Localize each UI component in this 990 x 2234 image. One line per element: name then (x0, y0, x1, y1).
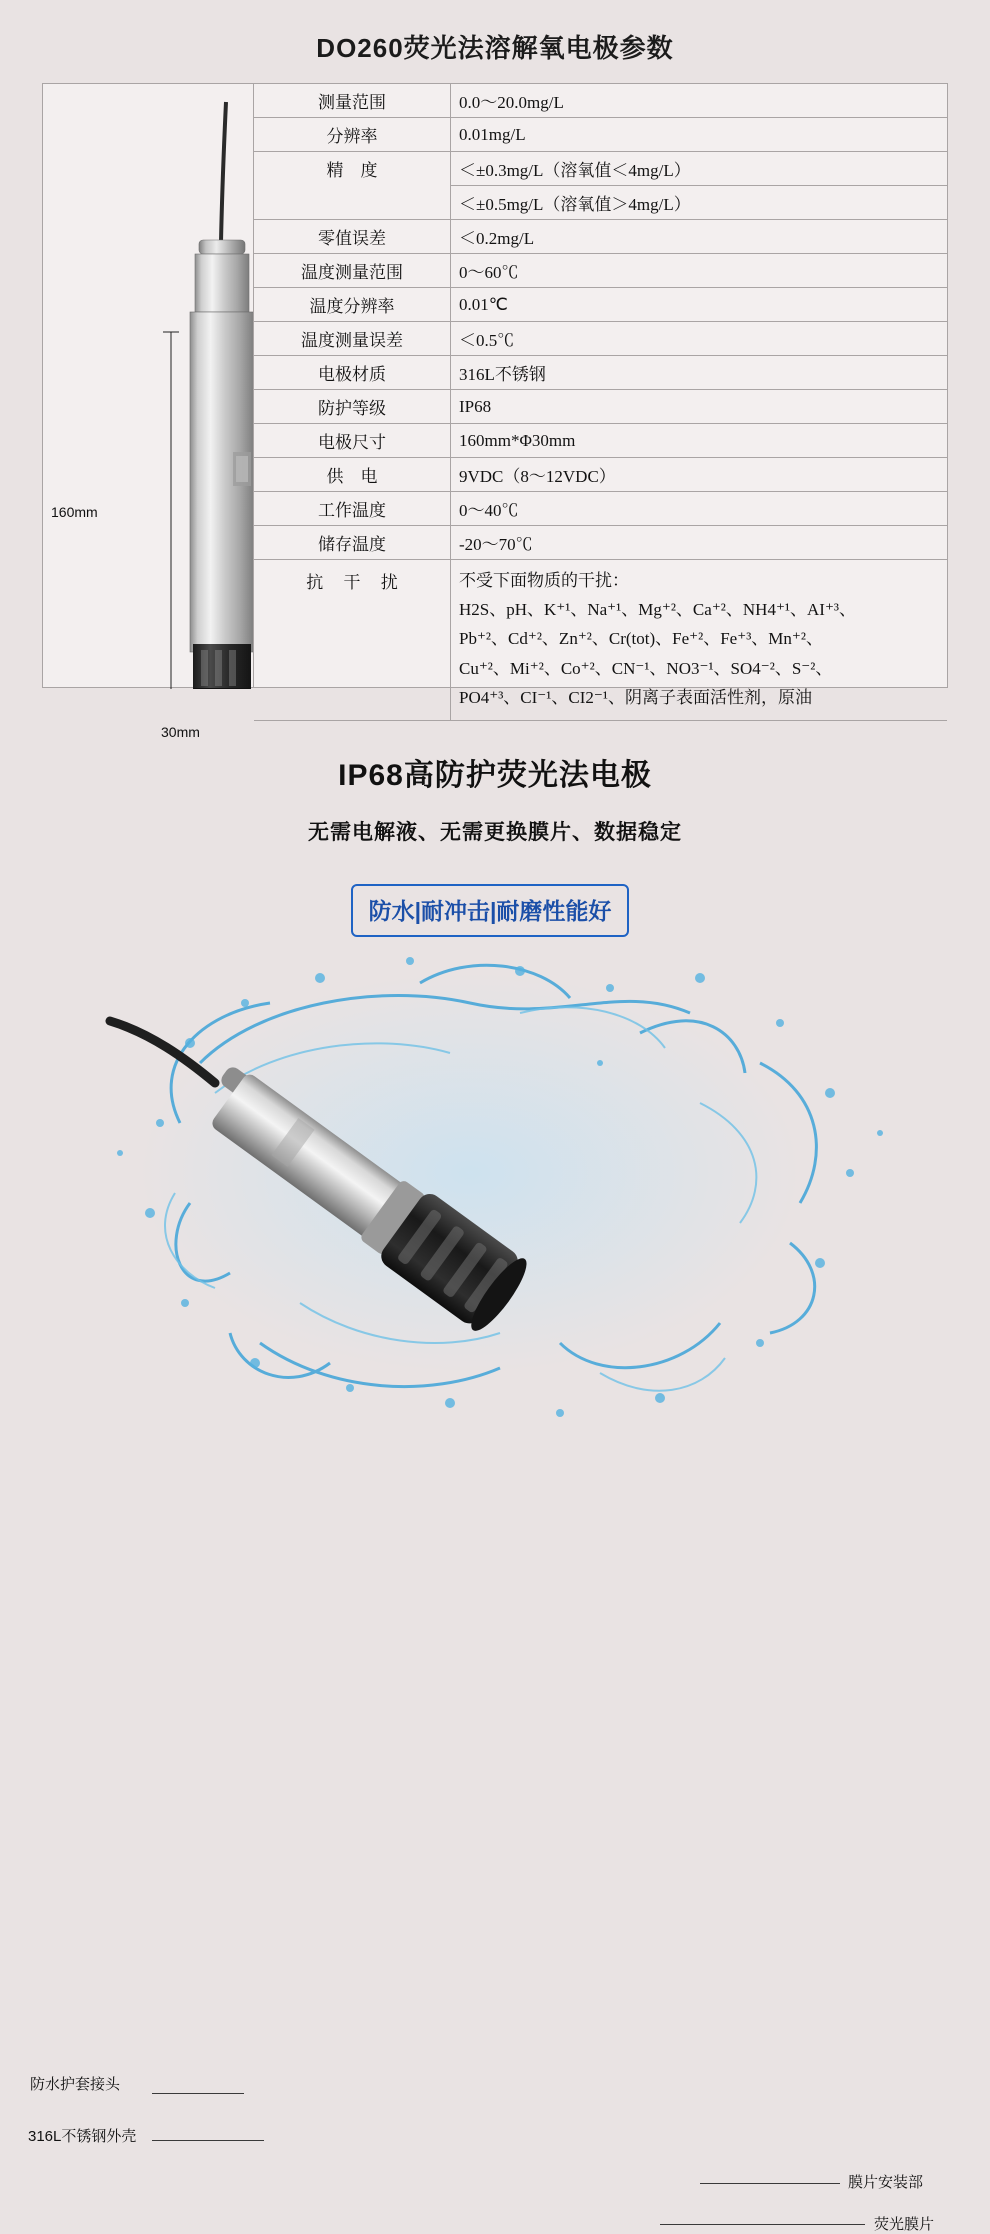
table-row (254, 220, 947, 254)
spec-panel (42, 83, 948, 740)
spec-label: 分辨率 (254, 118, 451, 152)
spec-label: 温度分辨率 (254, 288, 451, 322)
section-subtitle: 无需电解液、无需更换膜片、数据稳定 (308, 821, 682, 844)
spec-label: 温度测量范围 (254, 254, 451, 288)
spec-label: 温度测量误差 (254, 322, 451, 356)
spec-value: 316L不锈钢 (451, 356, 948, 390)
spec-value: 0.0～20.0mg/L (451, 84, 948, 118)
spec-value: ＜0.5℃ (451, 322, 948, 356)
table-row-interference (254, 560, 947, 721)
spec-label: 防护等级 (254, 390, 451, 424)
callout-line-2 (152, 2140, 264, 2141)
probe-diagram (43, 84, 253, 689)
probe-splash-illustration (0, 943, 990, 1463)
spec-value: IP68 (451, 390, 948, 424)
spec-value: 9VDC（8～12VDC） (451, 458, 948, 492)
callout-line-4 (660, 2224, 865, 2225)
product-photo-area (0, 943, 990, 2233)
spec-label: 电极尺寸 (254, 424, 451, 458)
table-row (254, 390, 947, 424)
callout-waterproof-connector: 防水护套接头 (30, 2076, 121, 2093)
spec-label: 零值误差 (254, 220, 451, 254)
spec-label: 工作温度 (254, 492, 451, 526)
interference-line-1: H2S、pH、K⁺¹、Na⁺¹、Mg⁺²、Ca⁺²、NH4⁺¹、AI⁺³、 (459, 600, 857, 620)
badge-row (0, 884, 990, 937)
spec-value: ＜±0.3mg/L（溶氧值＜4mg/L） (451, 152, 948, 186)
spec-value: 0～40℃ (451, 492, 948, 526)
page-title: DO260荧光法溶解氧电极参数 (316, 33, 674, 63)
table-row (254, 288, 947, 322)
spec-label (254, 186, 451, 220)
spec-label: 电极材质 (254, 356, 451, 390)
table-row (254, 458, 947, 492)
interference-line-4: PO4⁺³、CI⁻¹、CI2⁻¹、阴离子表面活性剂，原油 (459, 687, 812, 707)
table-row (254, 152, 947, 186)
status-badge: 防水|耐冲击|耐磨性能好 (351, 884, 630, 937)
spec-value: -20～70℃ (451, 526, 948, 560)
spec-value: ＜±0.5mg/L（溶氧值＞4mg/L） (451, 186, 948, 220)
table-row (254, 322, 947, 356)
spec-value: 0.01mg/L (451, 118, 948, 152)
interference-line-2: Pb⁺²、Cd⁺²、Zn⁺²、Cr(tot)、Fe⁺²、Fe⁺³、Mn⁺²、 (459, 629, 823, 649)
spec-value-interference (451, 560, 948, 721)
table-row (254, 424, 947, 458)
spec-table-pane (254, 84, 947, 707)
spec-label: 供 电 (254, 458, 451, 492)
probe-length-label: 160mm (51, 504, 98, 520)
spec-label: 测量范围 (254, 84, 451, 118)
spec-label: 精 度 (254, 152, 451, 186)
spec-table (254, 84, 947, 721)
table-row (254, 84, 947, 118)
callout-line-3 (700, 2183, 840, 2184)
table-row (254, 526, 947, 560)
interference-intro: 不受下面物质的干扰： (459, 571, 629, 590)
callout-fluorescent-membrane: 荧光膜片 (874, 2216, 935, 2233)
probe-diameter-label: 30mm (161, 724, 200, 740)
interference-line-3: Cu⁺²、Mi⁺²、Co⁺²、CN⁻¹、NO3⁻¹、SO4⁻²、S⁻²、 (459, 658, 833, 678)
callout-line-1 (152, 2093, 244, 2094)
spec-value: 0.01℃ (451, 288, 948, 322)
table-row (254, 118, 947, 152)
spec-value: 0～60℃ (451, 254, 948, 288)
spec-label: 抗 干 扰 (254, 560, 451, 721)
spec-label: 储存温度 (254, 526, 451, 560)
callout-stainless-housing: 316L不锈钢外壳 (28, 2128, 137, 2145)
callout-membrane-mount: 膜片安装部 (848, 2174, 924, 2191)
spec-value: ＜0.2mg/L (451, 220, 948, 254)
table-row (254, 492, 947, 526)
table-row (254, 356, 947, 390)
table-row (254, 254, 947, 288)
section-title: IP68高防护荧光法电极 (338, 759, 652, 792)
probe-figure-pane (43, 84, 254, 740)
spec-value: 160mm*Φ30mm (451, 424, 948, 458)
table-row (254, 186, 947, 220)
